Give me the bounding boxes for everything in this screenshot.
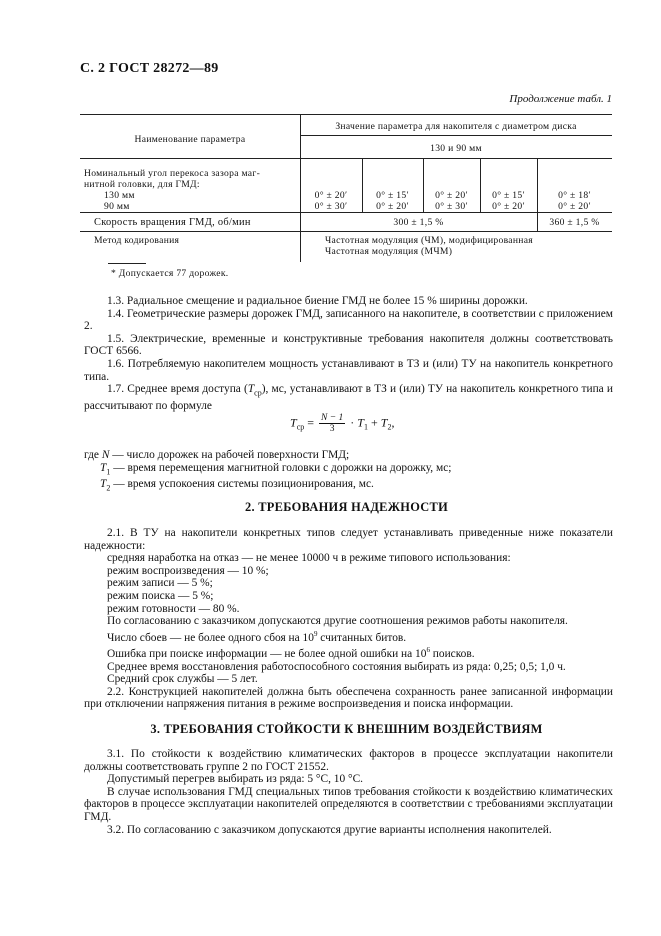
legend-n: где N — число дорожек на рабочей поверхности ГМД; bbox=[84, 449, 350, 461]
section-2-body bbox=[84, 527, 613, 711]
row-angle-label: Номинальный угол перекоса зазора маг- bbox=[84, 168, 261, 179]
reliability-item: режим записи — 5 %; bbox=[107, 577, 213, 590]
angle-value-90: 0° ± 30′ bbox=[435, 201, 468, 212]
table-col-rule bbox=[300, 114, 301, 262]
formula-legend bbox=[84, 449, 451, 495]
clause-2-2: 2.2. Конструкцией накопителей должна быть обеспечена сохранность ранее записанной информации при отключении напряжения питания в режиме воспроизведения и поиска информации. bbox=[84, 685, 613, 711]
section-3-body bbox=[84, 748, 613, 836]
formula-fraction: $\frac{N - 1}{3}$ bbox=[321, 413, 344, 434]
reliability-item: средняя наработка на отказ — не менее 10000 ч в режиме типового использования: bbox=[107, 552, 511, 565]
header-parameter-name: Наименование параметра bbox=[134, 134, 246, 145]
reliability-item: Число сбоев — не более одного сбоя на $10^9$ считанных битов. bbox=[107, 629, 407, 644]
clause-3-2: 3.2. По согласованию с заказчиком допускаются другие варианты исполнения накопителей. bbox=[107, 823, 552, 836]
speed-value: 300 ± 1,5 % bbox=[393, 217, 444, 228]
clause-1-6: 1.6. Потребляемую накопителем мощность устанавливают в ТЗ и (или) ТУ на накопитель конкретного типа. bbox=[84, 357, 613, 383]
clause-1-7: 1.7. Среднее время доступа $(T_{ср})$, мс, устанавливают в ТЗ и (или) ТУ на накопитель конкретного типа и рассчитывают по формуле bbox=[84, 383, 613, 413]
speed-value: 360 ± 1,5 % bbox=[549, 217, 600, 228]
header-value-diameter: 130 и 90 мм bbox=[430, 143, 482, 154]
legend-t1: $T_1$ — время перемещения магнитной головки с дорожки на дорожку, мс; bbox=[100, 462, 452, 477]
parameters-table bbox=[80, 110, 612, 262]
angle-value-130: 0° ± 20′ bbox=[435, 190, 468, 201]
row-angle-label: нитной головки, для ГМД: bbox=[84, 179, 200, 190]
clause-2-1: 2.1. В ТУ на накопители конкретных типов следует устанавливать приведенные ниже показатели надежности: bbox=[84, 527, 613, 552]
reliability-item: По согласованию с заказчиком допускаются другие соотношения режимов работы накопителя. bbox=[107, 615, 568, 628]
climate-item: Допустимый перегрев выбирать из ряда: 5 °С, 10 °С. bbox=[107, 773, 364, 786]
section-3-title: 3. ТРЕБОВАНИЯ СТОЙКОСТИ К ВНЕШНИМ ВОЗДЕЙСТВИЯМ bbox=[150, 722, 543, 736]
angle-value-130: 0° ± 15′ bbox=[376, 190, 409, 201]
table-top-rule bbox=[80, 114, 612, 115]
legend-t2: $T_2$ — время успокоения системы позиционирования, мс. bbox=[100, 478, 374, 493]
reliability-item: режим готовности — 80 %. bbox=[107, 602, 240, 615]
access-time-formula: $T_{ср}$ = $\frac{N - 1}{3}$ · $T_1 + T_2$, bbox=[290, 413, 395, 434]
reliability-item: Ошибка при поиске информации — не более одной ошибки на $10^6$ поисков. bbox=[107, 646, 475, 660]
encoding-value: Частотная модуляция (ЧМ), модифицированная bbox=[325, 235, 533, 246]
clause-1-4: 1.4. Геометрические размеры дорожек ГМД, записанного на накопителе, в соответствии с приложением 2. bbox=[84, 307, 613, 333]
table-footnote: * Допускается 77 дорожек. bbox=[111, 268, 229, 279]
table-row-rule bbox=[80, 231, 612, 232]
angle-value-90: 0° ± 20′ bbox=[376, 201, 409, 212]
encoding-value: Частотная модуляция (МЧМ) bbox=[325, 246, 453, 257]
angle-value-90: 0° ± 30′ bbox=[314, 201, 348, 212]
reliability-item: Среднее время восстановления работоспособного состояния выбирать из ряда: 0,25; 0,5; 1,0 ч. bbox=[107, 660, 566, 673]
header-value-title: Значение параметра для накопителя с диаметром диска bbox=[335, 121, 577, 132]
table-header-rule bbox=[300, 135, 612, 136]
reliability-item: Средний срок службы — 5 лет. bbox=[107, 673, 258, 686]
footnote-rule bbox=[108, 263, 146, 264]
angle-value-130: 0° ± 18′ bbox=[558, 190, 591, 201]
clauses-1 bbox=[84, 295, 613, 413]
angle-value-90: 0° ± 20′ bbox=[492, 201, 525, 212]
page-header: С. 2 ГОСТ 28272—89 bbox=[80, 61, 219, 76]
row-speed-label: Скорость вращения ГМД, об/мин bbox=[94, 217, 251, 228]
angle-value-130: 0° ± 20′ bbox=[314, 190, 348, 201]
climate-item: В случае использования ГМД специальных типов требования стойкости к воздействию климатических факторов в процессе эксплуатации накопителей определяются в соответствии с требованиями эксплуатации ГМД. bbox=[84, 785, 613, 823]
clause-3-1: 3.1. По стойкости к воздействию климатических факторов в процессе эксплуатации накопители должны соответствовать группе 2 по ГОСТ 21552. bbox=[84, 748, 613, 773]
clause-1-5: 1.5. Электрические, временные и конструктивные требования накопителя должны соответствовать ГОСТ 6566. bbox=[84, 332, 613, 358]
row-angle-130: 130 мм bbox=[104, 190, 135, 201]
angle-value-90: 0° ± 20′ bbox=[558, 201, 591, 212]
clause-1-3: 1.3. Радиальное смещение и радиальное биение ГМД не более 15 % ширины дорожки. bbox=[107, 295, 528, 307]
table-header-bottom-rule bbox=[80, 158, 612, 159]
reliability-item: режим поиска — 5 %; bbox=[107, 589, 214, 602]
table-row-rule bbox=[80, 212, 612, 213]
reliability-item: режим воспроизведения — 10 %; bbox=[107, 564, 269, 577]
angle-value-130: 0° ± 15′ bbox=[492, 190, 525, 201]
row-angle-90: 90 мм bbox=[104, 201, 130, 212]
table-continuation-label: Продолжение табл. 1 bbox=[509, 93, 612, 105]
row-encoding-label: Метод кодирования bbox=[94, 235, 180, 246]
section-2-title: 2. ТРЕБОВАНИЯ НАДЕЖНОСТИ bbox=[244, 500, 449, 514]
